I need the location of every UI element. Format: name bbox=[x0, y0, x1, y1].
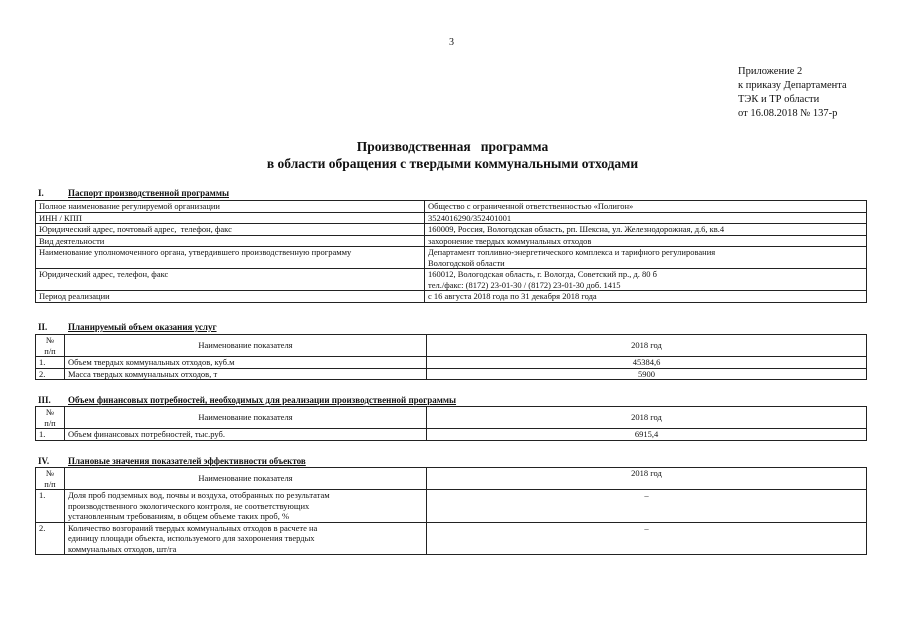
section-number: II. bbox=[38, 322, 48, 332]
section-title: Паспорт производственной программы bbox=[68, 188, 229, 198]
col-year-header: 2018 год bbox=[427, 468, 867, 490]
row-number: 1. bbox=[36, 357, 65, 369]
table-row bbox=[36, 212, 867, 224]
row-value: – bbox=[427, 490, 867, 523]
section-heading-2 bbox=[38, 322, 217, 332]
appendix-line: от 16.08.2018 № 137-р bbox=[738, 108, 838, 119]
col-name-header: Наименование показателя bbox=[65, 468, 427, 490]
row-value: – bbox=[427, 522, 867, 555]
table-row bbox=[36, 269, 867, 291]
table-row bbox=[36, 224, 867, 236]
col-number-label: № bbox=[45, 335, 55, 345]
col-number-label: № bbox=[45, 407, 55, 417]
col-number-label: № bbox=[45, 468, 55, 478]
row-name-line: установленным требованиям, в общем объеме таких проб, % bbox=[68, 511, 290, 521]
col-number-header bbox=[36, 407, 65, 429]
row-value: 5900 bbox=[427, 368, 867, 380]
table-row bbox=[36, 429, 867, 441]
table-row bbox=[36, 247, 867, 269]
col-number-label: п/п bbox=[44, 417, 56, 428]
efficiency-indicators-table bbox=[35, 467, 867, 555]
appendix-line: к приказу Департамента bbox=[738, 80, 847, 91]
row-name-line: Доля проб подземных вод, почвы и воздуха, отобранных по результатам bbox=[68, 490, 330, 500]
row-number: 1. bbox=[36, 429, 65, 441]
col-number-label: п/п bbox=[44, 478, 56, 489]
row-value-line: тел./факс: (8172) 23-01-30 / (8172) 23-01-30 доб. 1415 bbox=[428, 279, 621, 290]
section-heading-4 bbox=[38, 456, 306, 466]
section-heading-3 bbox=[38, 395, 456, 405]
row-value bbox=[425, 247, 867, 269]
row-value: 160009, Россия, Вологодская область, рп. Шексна, ул. Железнодорожная, д.6, кв.4 bbox=[425, 224, 867, 236]
table-row bbox=[36, 357, 867, 369]
row-name: Масса твердых коммунальных отходов, т bbox=[65, 368, 427, 380]
row-label: Наименование уполномоченного органа, утвердившего производственную программу bbox=[36, 247, 425, 269]
row-value bbox=[425, 269, 867, 291]
row-number: 2. bbox=[36, 522, 65, 555]
row-name bbox=[65, 522, 427, 555]
table-row bbox=[36, 522, 867, 555]
table-row bbox=[36, 368, 867, 380]
row-number: 1. bbox=[36, 490, 65, 523]
col-name-header: Наименование показателя bbox=[65, 335, 427, 357]
col-year-header: 2018 год bbox=[427, 407, 867, 429]
table-header-row bbox=[36, 407, 867, 429]
row-label: ИНН / КПП bbox=[36, 212, 425, 224]
row-value: 3524016290/352401001 bbox=[425, 212, 867, 224]
row-name: Объем твердых коммунальных отходов, куб.м bbox=[65, 357, 427, 369]
page-number: 3 bbox=[449, 37, 454, 48]
section-number: IV. bbox=[38, 456, 50, 466]
row-number: 2. bbox=[36, 368, 65, 380]
row-value: Общество с ограниченной ответственностью «Полигон» bbox=[425, 201, 867, 213]
section-number: III. bbox=[38, 395, 51, 405]
section-title: Планируемый объем оказания услуг bbox=[68, 322, 217, 332]
row-name-line: Количество возгораний твердых коммунальных отходов в расчете на bbox=[68, 522, 318, 533]
document-title bbox=[0, 138, 905, 172]
row-value-line: Вологодской области bbox=[428, 257, 505, 268]
row-name-line: единицу площади объекта, используемого для захоронения твердых bbox=[68, 533, 315, 543]
services-volume-table bbox=[35, 334, 867, 380]
table-row bbox=[36, 291, 867, 303]
row-value: 45384,6 bbox=[427, 357, 867, 369]
col-year-header: 2018 год bbox=[427, 335, 867, 357]
appendix-line: ТЭК и ТР области bbox=[738, 94, 820, 105]
title-line: в области обращения с твердыми коммунальными отходами bbox=[266, 156, 639, 171]
row-label: Полное наименование регулируемой организации bbox=[36, 201, 425, 213]
table-row bbox=[36, 490, 867, 523]
row-name bbox=[65, 490, 427, 523]
row-name: Объем финансовых потребностей, тыс.руб. bbox=[65, 429, 427, 441]
row-value: с 16 августа 2018 года по 31 декабря 2018 года bbox=[425, 291, 867, 303]
row-value: захоронение твердых коммунальных отходов bbox=[425, 235, 867, 247]
col-name-header: Наименование показателя bbox=[65, 407, 427, 429]
appendix-block bbox=[738, 65, 847, 121]
row-name-line: производственного экологического контроля, не соответствующих bbox=[68, 500, 310, 511]
col-number-header bbox=[36, 335, 65, 357]
passport-table bbox=[35, 200, 867, 303]
col-number-label: п/п bbox=[44, 345, 56, 356]
table-header-row bbox=[36, 335, 867, 357]
row-value-line: Департамент топливно-энергетического комплекса и тарифного регулирования bbox=[428, 247, 716, 257]
title-line: Производственная программа bbox=[356, 139, 549, 154]
row-value-line: 160012, Вологодская область, г. Вологда, Советский пр., д. 80 б bbox=[428, 269, 658, 279]
row-label: Период реализации bbox=[36, 291, 425, 303]
appendix-line: Приложение 2 bbox=[738, 66, 803, 77]
row-label: Юридический адрес, телефон, факс bbox=[36, 269, 425, 291]
row-label: Вид деятельности bbox=[36, 235, 425, 247]
financial-needs-table bbox=[35, 406, 867, 441]
row-value: 6915,4 bbox=[427, 429, 867, 441]
section-title: Плановые значения показателей эффективности объектов bbox=[68, 456, 306, 466]
table-row bbox=[36, 201, 867, 213]
section-heading-1 bbox=[38, 188, 229, 198]
table-header-row bbox=[36, 468, 867, 490]
section-title: Объем финансовых потребностей, необходимых для реализации производственной программы bbox=[68, 395, 457, 405]
row-label: Юридический адрес, почтовый адрес, телефон, факс bbox=[36, 224, 425, 236]
table-row bbox=[36, 235, 867, 247]
row-name-line: коммунальных отходов, шт/га bbox=[68, 543, 177, 554]
col-number-header bbox=[36, 468, 65, 490]
section-number: I. bbox=[38, 188, 44, 198]
